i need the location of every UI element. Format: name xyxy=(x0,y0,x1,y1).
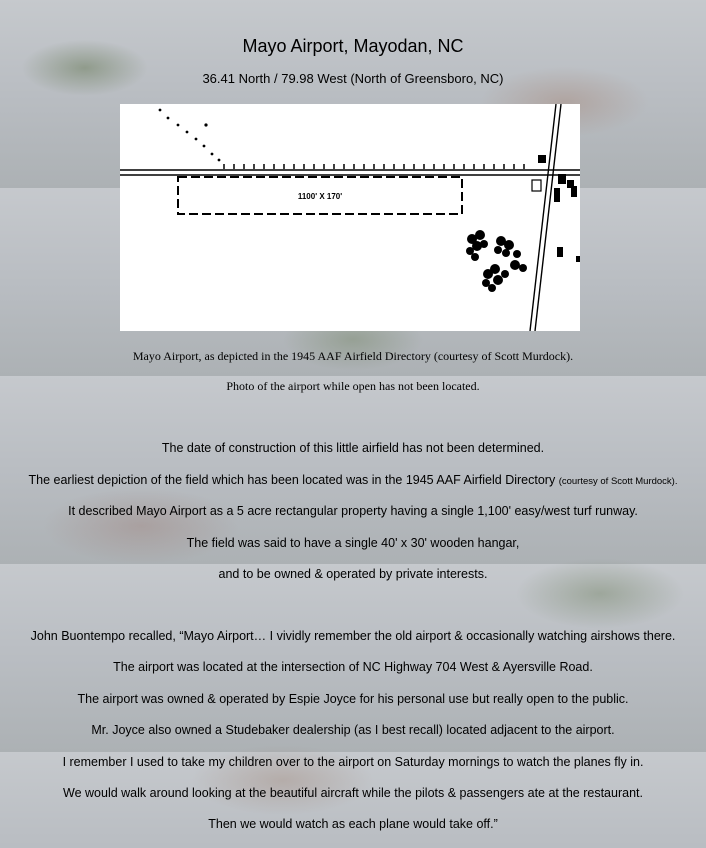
history-line-2-text: The earliest depiction of the field which has been located was in the 1945 AAF Airfield Directory xyxy=(28,473,556,487)
history-line-5: and to be owned & operated by private interests. xyxy=(218,567,488,581)
recollection-line-7: Then we would watch as each plane would take off.” xyxy=(208,817,498,831)
history-line-2-credit: (courtesy of Scott Murdock). xyxy=(558,476,678,487)
page-title: Mayo Airport, Mayodan, NC xyxy=(242,36,464,56)
history-line-3: It described Mayo Airport as a 5 acre rectangular property having a single 1,100' easy/west turf runway. xyxy=(68,504,638,518)
runway-label: 1100' X 170' xyxy=(297,192,343,201)
recollection-line-3: The airport was owned & operated by Espie Joyce for his personal use but really open to the public. xyxy=(77,692,629,706)
recollection-line-4: Mr. Joyce also owned a Studebaker dealership (as I best recall) located adjacent to the airport. xyxy=(91,723,615,737)
map-caption: Mayo Airport, as depicted in the 1945 AAF Airfield Directory (courtesy of Scott Murdock). xyxy=(132,349,574,363)
railway-ticks xyxy=(224,164,524,169)
airfield-diagram-svg xyxy=(120,104,580,331)
recollection-line-5: I remember I used to take my children over to the airport on Saturday mornings to watch the planes fly in. xyxy=(62,755,644,769)
history-line-2 xyxy=(0,472,706,490)
recollection-line-1: John Buontempo recalled, “Mayo Airport… I vividly remember the old airport & occasionally watching airshows there. xyxy=(30,629,676,643)
recollection-line-6: We would walk around looking at the beautiful aircraft while the pilots & passengers ate at the restaurant. xyxy=(63,786,643,800)
coordinates: 36.41 North / 79.98 West (North of Greensboro, NC) xyxy=(202,71,504,86)
history-line-4: The field was said to have a single 40' x 30' wooden hangar, xyxy=(186,536,520,550)
photo-note: Photo of the airport while open has not been located. xyxy=(226,379,480,393)
history-line-1: The date of construction of this little airfield has not been determined. xyxy=(161,441,545,455)
airfield-diagram xyxy=(120,104,580,331)
diagonal-line xyxy=(159,109,221,162)
recollection-line-2: The airport was located at the intersection of NC Highway 704 West & Ayersville Road. xyxy=(113,660,593,674)
tree-clusters xyxy=(466,230,527,292)
